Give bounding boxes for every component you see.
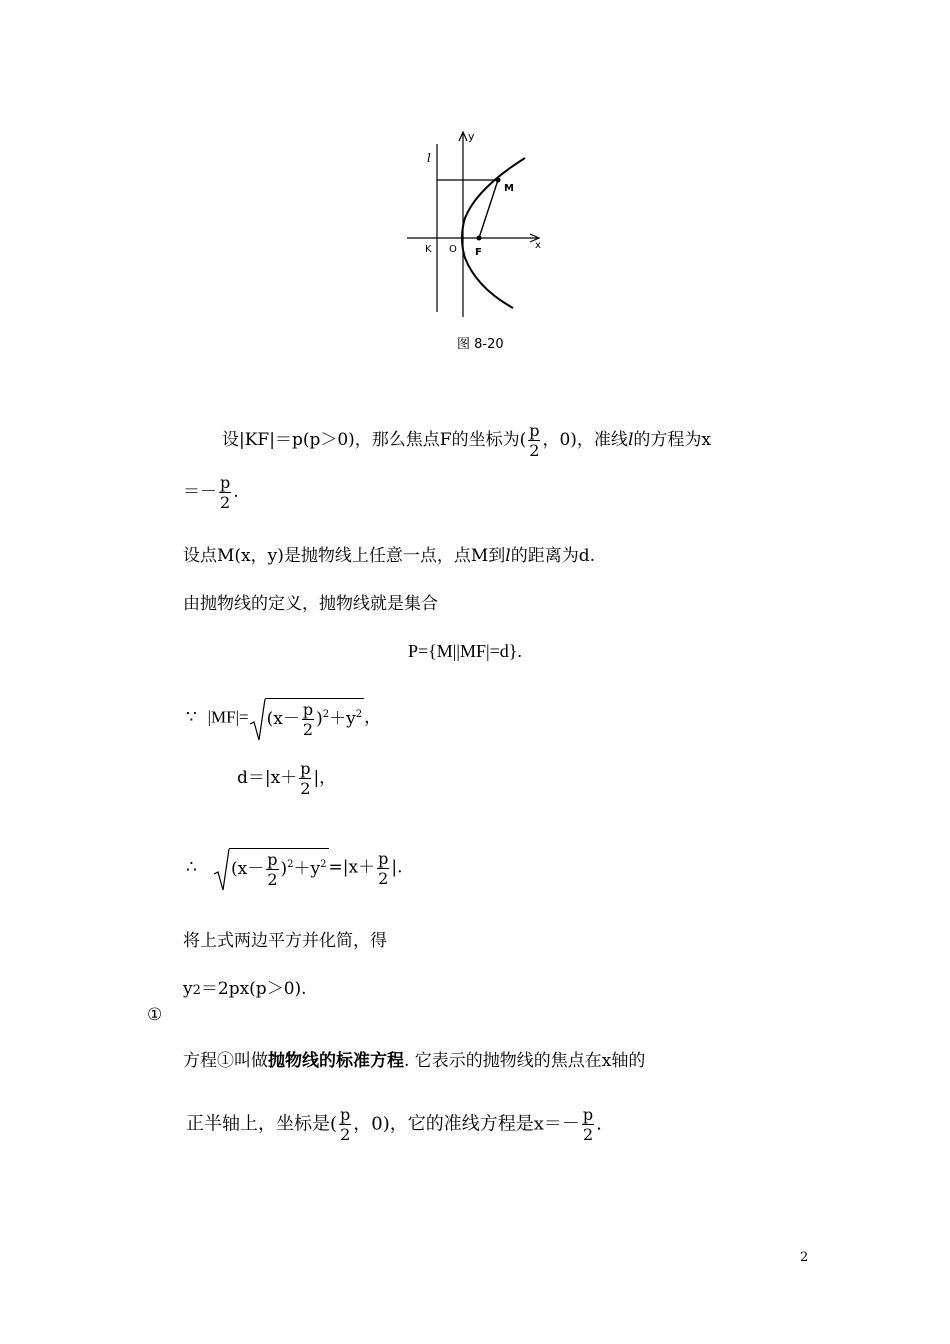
fraction-p-over-2 — [582, 1106, 594, 1143]
eq-text-b: =|x＋ — [328, 857, 376, 878]
page-number: 2 — [800, 1250, 809, 1265]
p11-text-a: 正半轴上，坐标是( — [186, 1113, 338, 1135]
rad-part-2: ) — [316, 709, 323, 729]
p10-text-a: 方程①叫做 — [183, 1051, 268, 1071]
frac-num: p — [220, 473, 231, 492]
rad-part-3: ＋y — [293, 859, 321, 879]
parabola-figure — [395, 122, 555, 322]
figure-caption: 图 8-20 — [457, 337, 504, 352]
therefore-symbol: ∴ — [186, 857, 197, 878]
frac-den: 2 — [582, 1125, 594, 1144]
frac-den: 2 — [529, 441, 540, 460]
point-m-paragraph — [183, 545, 595, 567]
p1-text-d: ＝－ — [183, 482, 217, 502]
because-symbol: ∵ — [186, 707, 197, 728]
p1-text-b: ，0)，准线 — [542, 430, 628, 450]
frac-den: 2 — [300, 779, 311, 798]
frac-den: 2 — [340, 1125, 351, 1144]
label-x: x — [535, 240, 541, 251]
d-text-a: d＝|x＋ — [237, 768, 298, 788]
fraction-p-over-2 — [266, 851, 278, 888]
square-exponent: 2 — [287, 859, 294, 870]
rad-part-1: (x－ — [231, 859, 265, 879]
sqrt-expression — [249, 698, 364, 738]
y-exponent: 2 — [192, 983, 201, 998]
equation-formula — [186, 848, 402, 888]
focus-directrix-paragraph — [186, 1106, 602, 1143]
label-f: F — [475, 247, 482, 258]
equation-number: ① — [147, 1005, 163, 1025]
label-l: l — [427, 151, 431, 165]
standard-equation-term: 抛物线的标准方程 — [268, 1051, 404, 1071]
sqrt-expression — [213, 848, 328, 888]
fraction-p-over-2 — [219, 474, 231, 511]
square-exponent: 2 — [320, 859, 327, 870]
square-exponent: 2 — [322, 709, 330, 720]
y-var: y — [183, 979, 193, 999]
rad-part-3: ＋y — [329, 709, 356, 729]
frac-den: 2 — [267, 870, 278, 889]
p11-text-b: ，0)，它的准线方程是x＝－ — [353, 1113, 580, 1135]
frac-num: p — [378, 848, 389, 868]
p2-text-b: 的距离为d. — [510, 546, 596, 566]
rad-part-2: ) — [280, 859, 288, 879]
focus-coordinates-paragraph — [222, 422, 711, 459]
mf-label: |MF|= — [207, 707, 249, 727]
label-y: y — [468, 130, 475, 143]
standard-equation-paragraph — [183, 1050, 645, 1072]
frac-den: 2 — [302, 720, 314, 739]
directrix-equation-line — [183, 474, 239, 511]
frac-den: 2 — [378, 868, 389, 888]
definition-paragraph: 由抛物线的定义，抛物线就是集合 — [183, 594, 438, 614]
frac-num: p — [340, 1105, 351, 1124]
d-formula — [237, 760, 336, 797]
d-text-b: |， — [313, 768, 337, 788]
frac-den: 2 — [220, 493, 231, 512]
p1-text-e: . — [233, 482, 239, 502]
fraction-p-over-2 — [339, 1106, 351, 1143]
standard-equation-rest: ＝2px(p＞0). — [200, 979, 307, 999]
p1-l: l — [627, 430, 634, 450]
p10-text-b: . 它表示的抛物线的焦点在x轴的 — [404, 1051, 646, 1071]
set-p-formula: P={M||MF|=d}. — [408, 641, 522, 661]
fraction-p-over-2 — [302, 701, 314, 738]
p1-text-a: 设|KF|＝p(p＞0)，那么焦点F的坐标为( — [222, 430, 527, 450]
fraction-p-over-2 — [377, 850, 389, 887]
fraction-p-over-2 — [299, 760, 311, 797]
p2-text-a: 设点M(x，y)是抛物线上任意一点，点M到 — [183, 546, 506, 566]
simplify-paragraph: 将上式两边平方并化简，得 — [183, 931, 387, 951]
fraction-p-over-2 — [528, 422, 540, 459]
mf-formula — [186, 698, 381, 738]
p11-text-c: . — [596, 1113, 602, 1135]
frac-num: p — [529, 421, 540, 440]
point-f — [477, 236, 482, 241]
square-exponent: 2 — [355, 709, 363, 720]
label-o: O — [449, 244, 457, 255]
standard-equation — [183, 978, 307, 1002]
point-m — [496, 178, 501, 183]
frac-num: p — [300, 759, 311, 778]
p1-text-c: 的方程为x — [633, 430, 711, 450]
frac-num: p — [302, 700, 314, 719]
rad-part-1: (x－ — [266, 709, 300, 729]
frac-num: p — [267, 850, 278, 869]
eq-text-c: |. — [391, 857, 403, 878]
mf-tail: ， — [364, 707, 382, 728]
frac-num: p — [582, 1105, 594, 1124]
label-m: M — [504, 183, 514, 194]
mf-segment — [479, 180, 498, 238]
label-k: K — [425, 244, 432, 255]
p2-l: l — [505, 546, 511, 566]
